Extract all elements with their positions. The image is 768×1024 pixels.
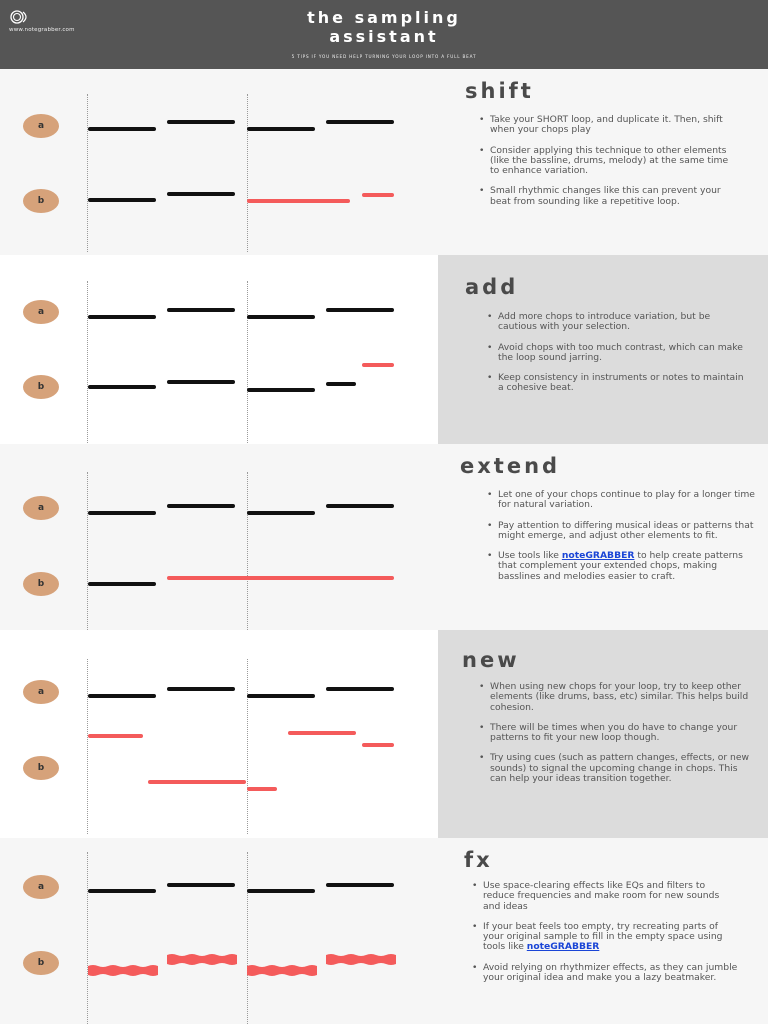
chop-b3-shifted: [247, 199, 350, 203]
notegrabber-link[interactable]: noteGRABBER: [561, 550, 635, 562]
chop-a4: [326, 308, 394, 312]
chop-a1: [88, 127, 156, 131]
site-url[interactable]: www.notegrabber.com: [9, 27, 75, 33]
track-a-badge: a: [23, 114, 59, 138]
notegrabber-link[interactable]: noteGRABBER: [526, 941, 600, 953]
tip-item: [486, 551, 761, 582]
track-a-badge: a: [23, 496, 59, 520]
tip-item: • There will be times when you do have to change your patterns to fit your new loop though.: [478, 723, 753, 744]
diagram-panel: [0, 69, 438, 255]
chop-b2-extended: [167, 576, 394, 580]
fx-chop-b1: [88, 964, 158, 977]
chop-a1: [88, 511, 156, 515]
page-subtitle: 5 TIPS IF YOU NEED HELP TURNING YOUR LOOP INTO A FULL BEAT: [291, 54, 477, 59]
tip-item: • Keep consistency in instruments or notes to maintain a cohesive beat.: [486, 373, 748, 394]
new-chop-3: [247, 787, 277, 791]
track-a-badge: a: [23, 875, 59, 899]
section-title: extend: [460, 454, 561, 478]
tips-list: [471, 881, 739, 993]
track-b-badge: b: [23, 572, 59, 596]
beat-divider: [87, 659, 88, 834]
text-panel: [438, 630, 768, 838]
new-chop-5: [362, 743, 394, 747]
beat-divider: [87, 94, 88, 252]
tips-list: [478, 115, 738, 217]
diagram-panel: [0, 255, 438, 444]
fx-chop-b3: [247, 964, 317, 977]
tip-item: • Avoid relying on rhythmizer effects, as they can jumble your original idea and make you a lazy beatmaker.: [471, 963, 739, 984]
chop-b4: [326, 382, 356, 386]
section-fx: [0, 838, 768, 1024]
chop-a2: [167, 883, 235, 887]
tip-item: • Consider applying this technique to other elements (like the bassline, drums, melody) at the same time to enhance variation.: [478, 146, 738, 177]
beat-divider: [87, 281, 88, 443]
text-panel: [438, 444, 768, 630]
page-title: [0, 8, 768, 46]
track-b-badge: b: [23, 951, 59, 975]
chop-b4-shifted: [362, 193, 394, 197]
chop-a1: [88, 315, 156, 319]
chop-a2: [167, 687, 235, 691]
tip-item: • Avoid chops with too much contrast, which can make the loop sound jarring.: [486, 343, 748, 364]
chop-b2: [167, 192, 235, 196]
chop-a4: [326, 687, 394, 691]
chop-a3: [247, 511, 315, 515]
diagram-panel: [0, 630, 438, 838]
section-title: shift: [465, 79, 534, 103]
text-panel: [438, 69, 768, 255]
chop-a2: [167, 308, 235, 312]
section-extend: [0, 444, 768, 630]
tips-list: [478, 682, 753, 794]
chop-a4: [326, 120, 394, 124]
chop-a3: [247, 127, 315, 131]
tip-item: • Small rhythmic changes like this can prevent your beat from sounding like a repetitive loop.: [478, 186, 738, 207]
tips-list: [486, 312, 748, 404]
new-chop-1: [88, 734, 143, 738]
chop-b1: [88, 385, 156, 389]
fx-chop-b2: [167, 953, 237, 966]
tips-list: [486, 490, 761, 592]
chop-a3: [247, 694, 315, 698]
chop-a2: [167, 120, 235, 124]
beat-divider: [247, 659, 248, 834]
text-panel: [438, 255, 768, 444]
chop-a3: [247, 315, 315, 319]
beat-divider: [247, 281, 248, 443]
chop-a3: [247, 889, 315, 893]
tip-text: to help create patterns that complement your extended chops, making basslines and melodies easier to craft.: [498, 550, 743, 582]
tip-item: [471, 922, 739, 953]
track-b-badge: b: [23, 189, 59, 213]
new-chop-2: [148, 780, 246, 784]
beat-divider: [247, 852, 248, 1024]
diagram-panel: [0, 838, 438, 1024]
section-title: new: [462, 648, 520, 672]
chop-b2: [167, 380, 235, 384]
beat-divider: [247, 94, 248, 252]
diagram-panel: [0, 444, 438, 630]
tip-text: Use tools like: [498, 550, 562, 562]
tip-text: If your beat feels too empty, try recreating parts of your original sample to fill in the empty space using tools like: [483, 920, 723, 953]
track-a-badge: a: [23, 300, 59, 324]
chop-a4: [326, 504, 394, 508]
chop-a1: [88, 694, 156, 698]
chop-a4: [326, 883, 394, 887]
tip-item: • Take your SHORT loop, and duplicate it. Then, shift when your chops play: [478, 115, 738, 136]
chop-b1: [88, 582, 156, 586]
track-b-badge: b: [23, 756, 59, 780]
beat-divider: [247, 472, 248, 630]
beat-divider: [87, 852, 88, 1024]
chop-a2: [167, 504, 235, 508]
chop-b5-added: [362, 363, 394, 367]
tip-item: • When using new chops for your loop, try to keep other elements (like drums, bass, etc) similar. This helps build cohesion.: [478, 682, 753, 713]
track-a-badge: a: [23, 680, 59, 704]
section-add: [0, 255, 768, 444]
chop-a1: [88, 889, 156, 893]
tip-item: • Pay attention to differing musical ideas or patterns that might emerge, and adjust other elements to fit.: [486, 521, 761, 542]
tip-item: • Add more chops to introduce variation, but be cautious with your selection.: [486, 312, 748, 333]
new-chop-4: [288, 731, 356, 735]
tip-item: • Use space-clearing effects like EQs and filters to reduce frequencies and make room for new sounds and ideas: [471, 881, 739, 912]
title-line-1: the sampling: [307, 8, 461, 27]
chop-b1: [88, 198, 156, 202]
section-new: [0, 630, 768, 838]
section-title: fx: [464, 848, 493, 872]
tip-item: • Try using cues (such as pattern changes, effects, or new sounds) to signal the upcoming change in chops. This can help your ideas transition together.: [478, 753, 753, 784]
chop-b3: [247, 388, 315, 392]
section-shift: [0, 69, 768, 255]
beat-divider: [87, 472, 88, 630]
fx-chop-b4: [326, 953, 396, 966]
title-line-2: assistant: [329, 27, 439, 46]
tip-item: • Let one of your chops continue to play for a longer time for natural variation.: [486, 490, 761, 511]
text-panel: [438, 838, 768, 1024]
section-title: add: [465, 275, 519, 299]
track-b-badge: b: [23, 375, 59, 399]
page-header: [0, 0, 768, 69]
